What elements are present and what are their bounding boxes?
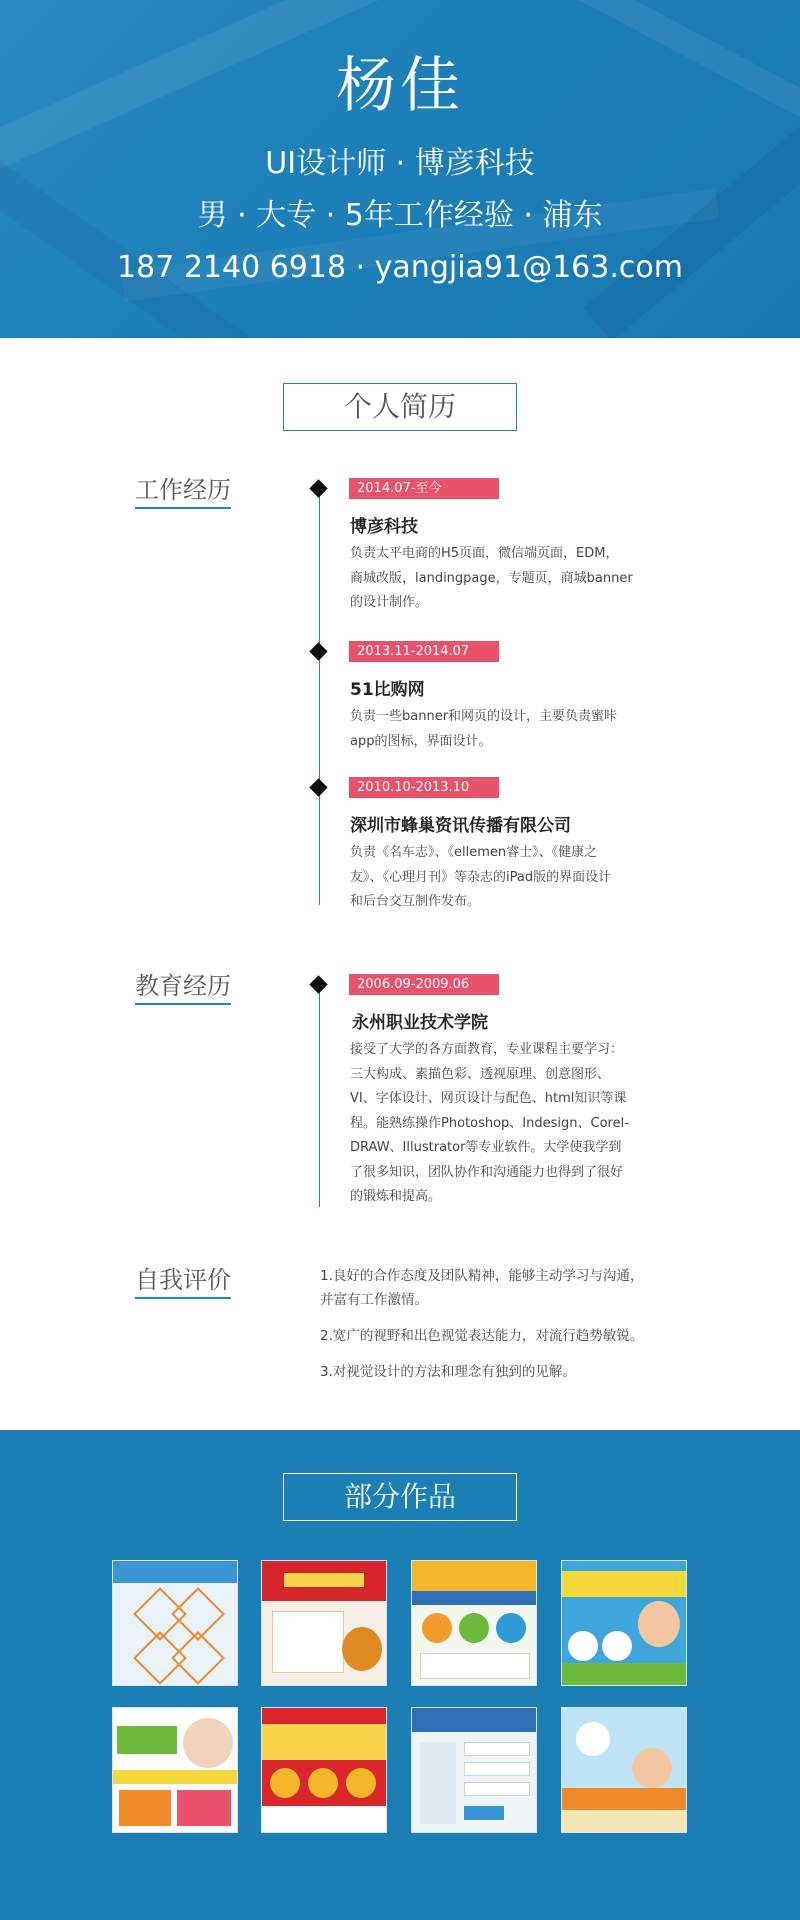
timeline-marker (309, 642, 327, 660)
evaluation-item (320, 1360, 660, 1384)
job-description-line: 和后台交互制作发布。 (350, 894, 481, 909)
evaluation-line: 2.宽广的视野和出色视觉表达能力，对流行趋势敏锐。 (320, 1328, 644, 1344)
job-date-tag: 2013.11-2014.07 (349, 641, 499, 662)
job-description-line: app的图标，界面设计。 (350, 733, 492, 749)
self-evaluation-list (320, 1264, 660, 1384)
evaluation-line: 并富有工作激情。 (320, 1292, 428, 1308)
education-description-line: 了很多知识，团队协作和沟通能力也得到了很好 (350, 1164, 624, 1180)
job-company: 51比购网 (350, 680, 425, 700)
evaluation-line: 3.对视觉设计的方法和理念有独到的见解。 (320, 1364, 576, 1380)
job-date-tag: 2014.07-至今 (349, 478, 499, 499)
job-description-line: 的设计制作。 (350, 595, 429, 610)
timeline-marker (309, 778, 327, 796)
education-description-line: 接受了大学的各方面教育，专业课程主要学习： (350, 1042, 624, 1057)
portfolio-thumbnail-4[interactable] (561, 1560, 687, 1686)
education-heading: 教育经历 (135, 970, 231, 1005)
job-description-line: 负责一些banner和网页的设计，主要负责蜜咔 (350, 709, 618, 724)
work-timeline-line (319, 489, 320, 905)
evaluation-line: 1.良好的合作态度及团队精神，能够主动学习与沟通， (320, 1268, 644, 1284)
evaluation-item (320, 1324, 660, 1348)
education-description-line: DRAW、Illustrator等专业软件。大学使我学到 (350, 1140, 622, 1155)
school-name: 永州职业技术学院 (352, 1013, 488, 1033)
self-evaluation-heading: 自我评价 (135, 1264, 231, 1299)
portfolio-thumbnail-3[interactable] (411, 1560, 537, 1686)
job-description (350, 542, 662, 616)
job-date-tag: 2010.10-2013.10 (349, 777, 499, 798)
education-description-line: 程。能熟练操作Photoshop、Indesign、Corel- (350, 1115, 629, 1131)
resume-title: 个人简历 (283, 383, 517, 431)
portfolio-thumbnail-1[interactable] (112, 1560, 238, 1686)
education-timeline-line (319, 985, 320, 1207)
education-description-line: VI、字体设计、网页设计与配色、html知识等课 (350, 1091, 627, 1106)
job-description-line: 负责《名车志》、《ellemen睿士》、《健康之 (350, 845, 598, 860)
job-description (350, 841, 662, 915)
job-company: 深圳市蜂巢资讯传播有限公司 (350, 816, 571, 836)
header-banner (0, 0, 800, 338)
contact-line: 187 2140 6918 · yangjia91@163.com (117, 250, 683, 285)
portfolio-thumbnail-7[interactable] (411, 1707, 537, 1833)
job-description-line: 负责太平电商的H5页面，微信端页面，EDM， (350, 546, 619, 561)
work-experience-heading: 工作经历 (135, 474, 231, 509)
job-company: 博彦科技 (350, 517, 418, 537)
education-description-line: 三大构成、素描色彩、透视原理、创意图形、 (350, 1066, 611, 1082)
portfolio-thumbnail-6[interactable] (261, 1707, 387, 1833)
portfolio-thumbnail-8[interactable] (561, 1707, 687, 1833)
education-description (350, 1038, 662, 1210)
person-name: 杨佳 (336, 51, 464, 121)
job-title-line: UI设计师 · 博彦科技 (265, 146, 535, 181)
timeline-marker (309, 479, 327, 497)
job-description-line: 友》、《心理月刊》等杂志的iPad版的界面设计 (350, 869, 612, 885)
timeline-marker (309, 975, 327, 993)
job-description-line: 商城改版，landingpage，专题页，商城banner (350, 570, 633, 586)
job-description (350, 705, 662, 754)
portfolio-title: 部分作品 (283, 1473, 517, 1521)
evaluation-item (320, 1264, 660, 1312)
education-description-line: 的锻炼和提高。 (350, 1189, 442, 1204)
portfolio-thumbnail-2[interactable] (261, 1560, 387, 1686)
education-date-tag: 2006.09-2009.06 (349, 974, 499, 995)
personal-info-line: 男 · 大专 · 5年工作经验 · 浦东 (197, 198, 603, 233)
portfolio-thumbnail-5[interactable] (112, 1707, 238, 1833)
portfolio-section (0, 1430, 800, 1920)
